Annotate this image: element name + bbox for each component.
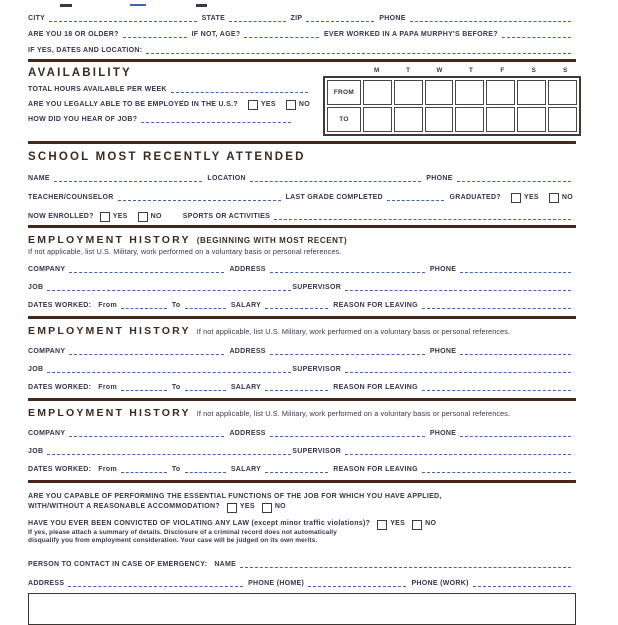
enrolled-row bbox=[28, 202, 576, 221]
address-label: ADDRESS bbox=[229, 348, 266, 355]
to-line[interactable] bbox=[185, 465, 226, 473]
to-row bbox=[327, 107, 577, 132]
teacher-row bbox=[28, 183, 576, 202]
from-tuesday-cell[interactable] bbox=[394, 80, 423, 105]
from-line[interactable] bbox=[121, 301, 167, 309]
state-line[interactable] bbox=[229, 14, 285, 22]
from-thursday-cell[interactable] bbox=[455, 80, 484, 105]
from-saturday-cell[interactable] bbox=[517, 80, 546, 105]
to-label: To bbox=[171, 466, 181, 473]
section-divider bbox=[28, 398, 576, 401]
phone-label: PHONE bbox=[429, 430, 457, 437]
address-label: ADDRESS bbox=[229, 430, 266, 437]
convicted-yes-label: YES bbox=[390, 520, 406, 527]
state-label: STATE bbox=[201, 15, 226, 22]
supervisor-label: SUPERVISOR bbox=[292, 366, 342, 373]
supervisor-label: SUPERVISOR bbox=[292, 284, 342, 291]
address-line[interactable] bbox=[270, 347, 425, 355]
to-label: To bbox=[171, 302, 181, 309]
legal-yes-label: YES bbox=[260, 101, 276, 108]
day-sunday-label: S bbox=[563, 67, 568, 74]
availability-grid bbox=[323, 76, 581, 136]
to-label: TO bbox=[327, 107, 361, 132]
from-sunday-cell[interactable] bbox=[548, 80, 577, 105]
supervisor-label: SUPERVISOR bbox=[292, 448, 342, 455]
company-row-1 bbox=[28, 256, 576, 274]
to-thursday-cell[interactable] bbox=[455, 107, 484, 132]
supervisor-line[interactable] bbox=[345, 365, 571, 373]
from-label: FROM bbox=[327, 80, 361, 105]
to-tuesday-cell[interactable] bbox=[394, 107, 423, 132]
enrolled-yes-checkbox[interactable] bbox=[100, 212, 110, 222]
section-divider bbox=[28, 225, 576, 228]
reason-line[interactable] bbox=[422, 301, 571, 309]
city-line[interactable] bbox=[49, 14, 196, 22]
job-line[interactable] bbox=[47, 447, 291, 455]
school-location-line[interactable] bbox=[250, 174, 421, 182]
age-question-label: ARE YOU 18 OR OLDER? bbox=[28, 31, 119, 38]
to-saturday-cell[interactable] bbox=[517, 107, 546, 132]
hear-row bbox=[28, 109, 313, 124]
from-friday-cell[interactable] bbox=[486, 80, 515, 105]
day-wednesday-label: W bbox=[436, 67, 443, 74]
ifyes-row bbox=[28, 39, 576, 55]
employment-1-heading-row bbox=[28, 234, 576, 247]
convicted-question-text: HAVE YOU EVER BEEN CONVICTED OF VIOLATING ANY LAW (except minor traffic violations)? bbox=[28, 520, 371, 527]
emergency-phone-work-line[interactable] bbox=[473, 579, 571, 587]
ever-worked-label: EVER WORKED IN A PAPA MURPHY'S BEFORE? bbox=[323, 31, 498, 38]
convicted-question-line bbox=[28, 519, 576, 529]
legal-yes-checkbox[interactable] bbox=[248, 100, 258, 110]
employment-section-1 bbox=[28, 234, 576, 310]
graduated-yes-label: YES bbox=[523, 194, 539, 201]
availability-heading: AVAILABILITY bbox=[28, 67, 132, 79]
day-friday-label: F bbox=[500, 67, 505, 74]
employment-3-na-note: If not applicable, list U.S. Military, work performed on a voluntary basis or personal references. bbox=[196, 409, 511, 418]
section-divider bbox=[28, 480, 576, 483]
phone-line[interactable] bbox=[410, 14, 571, 22]
job-row-3 bbox=[28, 438, 576, 456]
company-row-3 bbox=[28, 420, 576, 438]
to-wednesday-cell[interactable] bbox=[425, 107, 454, 132]
emergency-contact-row bbox=[28, 553, 576, 569]
day-monday-label: M bbox=[374, 67, 380, 74]
school-name-line[interactable] bbox=[54, 174, 203, 182]
emergency-address-label: ADDRESS bbox=[28, 580, 65, 587]
capable-question-line1: ARE YOU CAPABLE OF PERFORMING THE ESSENTIAL FUNCTIONS OF THE JOB FOR WHICH YOU HAVE APPLIED, bbox=[28, 493, 442, 500]
school-location-label: LOCATION bbox=[207, 175, 246, 182]
capable-no-label: NO bbox=[274, 503, 286, 510]
company-line[interactable] bbox=[69, 347, 224, 355]
phone-label: PHONE bbox=[379, 15, 406, 22]
company-label: COMPANY bbox=[28, 266, 66, 273]
from-label: From bbox=[98, 302, 117, 309]
dates-row-2 bbox=[28, 374, 576, 392]
emergency-name-label: NAME bbox=[214, 561, 237, 568]
from-label: From bbox=[98, 466, 117, 473]
if-not-age-line[interactable] bbox=[244, 30, 319, 38]
salary-line[interactable] bbox=[265, 465, 328, 473]
to-line[interactable] bbox=[185, 383, 226, 391]
emergency-section bbox=[28, 553, 576, 588]
day-saturday-label: S bbox=[531, 67, 536, 74]
salary-label: SALARY bbox=[230, 384, 262, 391]
enrolled-no-checkbox[interactable] bbox=[138, 212, 148, 222]
emergency-phone-work-label: PHONE (WORK) bbox=[411, 580, 469, 587]
clipped-text-fragment bbox=[60, 4, 72, 7]
availability-table bbox=[323, 67, 581, 136]
employment-2-na-note: If not applicable, list U.S. Military, work performed on a voluntary basis or personal references. bbox=[196, 327, 511, 336]
to-monday-cell[interactable] bbox=[363, 107, 392, 132]
phone-line[interactable] bbox=[460, 265, 571, 273]
phone-label: PHONE bbox=[429, 266, 457, 273]
company-row-2 bbox=[28, 338, 576, 356]
ifyes-line[interactable] bbox=[146, 46, 571, 54]
address-line[interactable] bbox=[270, 265, 425, 273]
legal-no-checkbox[interactable] bbox=[286, 100, 296, 110]
job-label: JOB bbox=[28, 284, 44, 291]
questions-section bbox=[28, 492, 576, 545]
city-row bbox=[28, 7, 576, 23]
employment-section-3 bbox=[28, 407, 576, 474]
day-thursday-label: T bbox=[469, 67, 473, 74]
section-divider bbox=[28, 59, 576, 62]
from-row bbox=[327, 80, 577, 105]
salary-line[interactable] bbox=[265, 301, 328, 309]
last-grade-line[interactable] bbox=[387, 193, 445, 201]
employment-1-heading: EMPLOYMENT HISTORY bbox=[28, 234, 191, 246]
emergency-contact-label: PERSON TO CONTACT IN CASE OF EMERGENCY: bbox=[28, 561, 208, 568]
ifyes-label: IF YES, DATES AND LOCATION: bbox=[28, 47, 143, 54]
reason-label: REASON FOR LEAVING bbox=[333, 466, 418, 473]
employment-1-na-note: If not applicable, list U.S. Military, work performed on a voluntary basis or personal references. bbox=[28, 247, 342, 256]
graduated-no-label: NO bbox=[561, 194, 573, 201]
dates-row-3 bbox=[28, 456, 576, 474]
sports-label: SPORTS OR ACTIVITIES bbox=[182, 213, 271, 220]
clipped-row bbox=[28, 4, 576, 7]
total-hours-label: TOTAL HOURS AVAILABLE PER WEEK bbox=[28, 86, 167, 93]
hear-question-label: HOW DID YOU HEAR OF JOB? bbox=[28, 116, 138, 123]
to-friday-cell[interactable] bbox=[486, 107, 515, 132]
reason-line[interactable] bbox=[422, 383, 571, 391]
availability-section bbox=[28, 67, 576, 136]
to-sunday-cell[interactable] bbox=[548, 107, 577, 132]
address-line[interactable] bbox=[270, 429, 425, 437]
sports-line[interactable] bbox=[274, 212, 571, 220]
reason-line[interactable] bbox=[422, 465, 571, 473]
convicted-note-line1: If yes, please attach a summary of details. Disclosure of a criminal record does not automatically bbox=[28, 529, 337, 536]
to-label: To bbox=[171, 384, 181, 391]
dates-worked-label: DATES WORKED: bbox=[28, 384, 92, 391]
section-divider bbox=[28, 141, 576, 144]
salary-label: SALARY bbox=[230, 302, 262, 309]
availability-left bbox=[28, 67, 323, 136]
dates-worked-label: DATES WORKED: bbox=[28, 466, 92, 473]
employment-3-heading-row bbox=[28, 407, 576, 420]
dates-worked-label: DATES WORKED: bbox=[28, 302, 92, 309]
age-row bbox=[28, 23, 576, 39]
day-tuesday-label: T bbox=[406, 67, 411, 74]
phone-line[interactable] bbox=[460, 429, 571, 437]
if-not-age-label: IF NOT, AGE? bbox=[191, 31, 241, 38]
emergency-name-line[interactable] bbox=[240, 560, 571, 568]
school-name-label: NAME bbox=[28, 175, 50, 182]
job-row-1 bbox=[28, 274, 576, 292]
reason-label: REASON FOR LEAVING bbox=[333, 384, 418, 391]
employment-section-2 bbox=[28, 325, 576, 392]
now-enrolled-label: NOW ENROLLED? bbox=[28, 213, 94, 220]
reason-label: REASON FOR LEAVING bbox=[333, 302, 418, 309]
capable-yes-label: YES bbox=[239, 503, 255, 510]
legal-question-label: ARE YOU LEGALLY ABLE TO BE EMPLOYED IN THE U.S.? bbox=[28, 101, 238, 108]
capable-question-line2 bbox=[28, 502, 576, 512]
dates-row-1 bbox=[28, 292, 576, 310]
emergency-address-line[interactable] bbox=[68, 579, 243, 587]
convicted-note-line2: disqualify you from employment consideration. Your case will be judged on its own merits. bbox=[28, 537, 318, 544]
graduated-label: GRADUATED? bbox=[449, 194, 501, 201]
capable-yes-checkbox[interactable] bbox=[227, 503, 237, 513]
address-label: ADDRESS bbox=[229, 266, 266, 273]
graduated-yes-checkbox[interactable] bbox=[511, 193, 521, 203]
from-line[interactable] bbox=[121, 383, 167, 391]
phone-label: PHONE bbox=[429, 348, 457, 355]
employment-1-recent-note: (BEGINNING WITH MOST RECENT) bbox=[196, 236, 348, 245]
employment-2-heading: EMPLOYMENT HISTORY bbox=[28, 325, 191, 337]
teacher-line[interactable] bbox=[118, 193, 281, 201]
supervisor-line[interactable] bbox=[345, 283, 571, 291]
day-header-row bbox=[323, 67, 581, 76]
legal-row bbox=[28, 94, 313, 109]
job-row-2 bbox=[28, 356, 576, 374]
convicted-no-checkbox[interactable] bbox=[412, 520, 422, 530]
salary-label: SALARY bbox=[230, 466, 262, 473]
company-label: COMPANY bbox=[28, 348, 66, 355]
capable-no-checkbox[interactable] bbox=[262, 503, 272, 513]
company-label: COMPANY bbox=[28, 430, 66, 437]
salary-line[interactable] bbox=[265, 383, 328, 391]
employment-3-heading: EMPLOYMENT HISTORY bbox=[28, 407, 191, 419]
school-phone-line[interactable] bbox=[457, 174, 571, 182]
age-line[interactable] bbox=[123, 30, 187, 38]
city-label: CITY bbox=[28, 15, 46, 22]
school-section bbox=[28, 151, 576, 221]
convicted-no-label: NO bbox=[425, 520, 437, 527]
job-label: JOB bbox=[28, 366, 44, 373]
hear-line[interactable] bbox=[141, 115, 291, 123]
enrolled-yes-label: YES bbox=[112, 213, 128, 220]
last-grade-label: LAST GRADE COMPLETED bbox=[285, 194, 383, 201]
clipped-text-fragment bbox=[130, 4, 146, 6]
clipped-text-fragment bbox=[196, 4, 207, 7]
company-line[interactable] bbox=[69, 265, 224, 273]
zip-line[interactable] bbox=[306, 14, 374, 22]
convicted-yes-checkbox[interactable] bbox=[377, 520, 387, 530]
emergency-phone-home-label: PHONE (HOME) bbox=[248, 580, 305, 587]
from-monday-cell[interactable] bbox=[363, 80, 392, 105]
school-name-row bbox=[28, 164, 576, 183]
bottom-writein-box[interactable] bbox=[28, 593, 576, 625]
phone-line[interactable] bbox=[460, 347, 571, 355]
enrolled-no-label: NO bbox=[150, 213, 162, 220]
legal-no-label: NO bbox=[298, 101, 310, 108]
company-line[interactable] bbox=[69, 429, 224, 437]
job-label: JOB bbox=[28, 448, 44, 455]
from-label: From bbox=[98, 384, 117, 391]
to-line[interactable] bbox=[185, 301, 226, 309]
zip-label: ZIP bbox=[290, 15, 303, 22]
emergency-address-row bbox=[28, 569, 576, 588]
total-hours-row bbox=[28, 80, 313, 94]
ever-worked-line[interactable] bbox=[502, 30, 571, 38]
from-line[interactable] bbox=[121, 465, 167, 473]
job-line[interactable] bbox=[47, 283, 291, 291]
emergency-phone-home-line[interactable] bbox=[308, 579, 406, 587]
graduated-no-checkbox[interactable] bbox=[549, 193, 559, 203]
employment-2-heading-row bbox=[28, 325, 576, 338]
supervisor-line[interactable] bbox=[345, 447, 571, 455]
section-divider bbox=[28, 316, 576, 319]
from-wednesday-cell[interactable] bbox=[425, 80, 454, 105]
total-hours-line[interactable] bbox=[171, 85, 308, 93]
capable-question-line2-text: WITH/WITHOUT A REASONABLE ACCOMMODATION? bbox=[28, 503, 220, 510]
job-line[interactable] bbox=[47, 365, 291, 373]
school-phone-label: PHONE bbox=[426, 175, 453, 182]
school-heading: SCHOOL MOST RECENTLY ATTENDED bbox=[28, 151, 306, 163]
teacher-label: TEACHER/COUNSELOR bbox=[28, 194, 114, 201]
